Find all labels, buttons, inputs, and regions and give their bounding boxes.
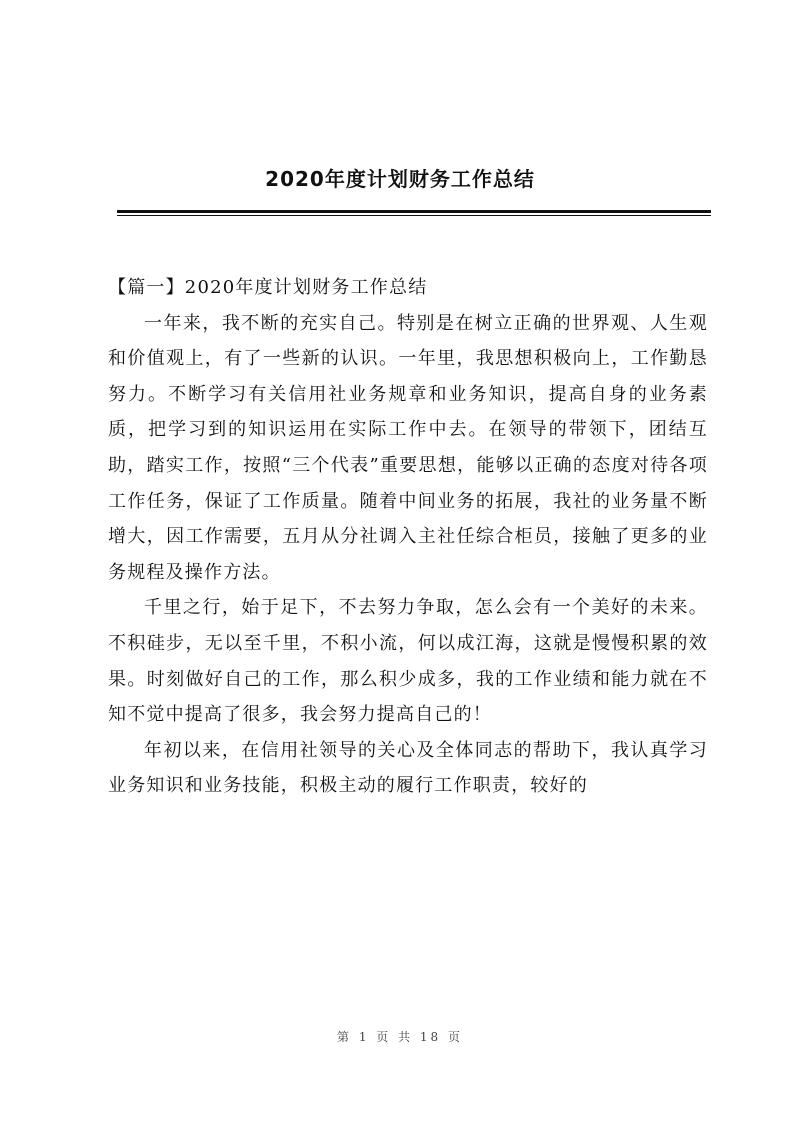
title-divider-thin — [117, 215, 711, 216]
document-title: 2020年度计划财务工作总结 — [265, 167, 535, 191]
document-body — [108, 270, 708, 804]
title-divider-thick — [117, 210, 711, 213]
paragraph-1: 一年来，我不断的充实自己。特别是在树立正确的世界观、人生观和价值观上，有了一些新的认识。一年里，我思想积极向上，工作勤恳努力。不断学习有关信用社业务规章和业务知识，提高自身的业务素质，把学习到的知识运用在实际工作中去。在领导的带领下，团结互助，踏实工作，按照“三个代表”重要思想，能够以正确的态度对待各项工作任务，保证了工作质量。随着中间业务的拓展，我社的业务量不断增大，因工作需要，五月从分社调入主社任综合柜员，接触了更多的业务规程及操作方法。 — [108, 312, 708, 583]
paragraph-3: 年初以来，在信用社领导的关心及全体同志的帮助下，我认真学习业务知识和业务技能，积极主动的履行工作职责，较好的 — [108, 739, 708, 797]
section-heading: 【篇一】2020年度计划财务工作总结 — [108, 277, 428, 298]
page-number-footer: 第 1 页 共 18 页 — [337, 1030, 463, 1044]
paragraph-2: 千里之行，始于足下，不去努力争取，怎么会有一个美好的未来。不积硅步，无以至千里，不积小流，何以成江海，这就是慢慢积累的效果。时刻做好自己的工作，那么积少成多，我的工作业绩和能力就在不知不觉中提高了很多，我会努力提高自己的！ — [108, 597, 708, 726]
